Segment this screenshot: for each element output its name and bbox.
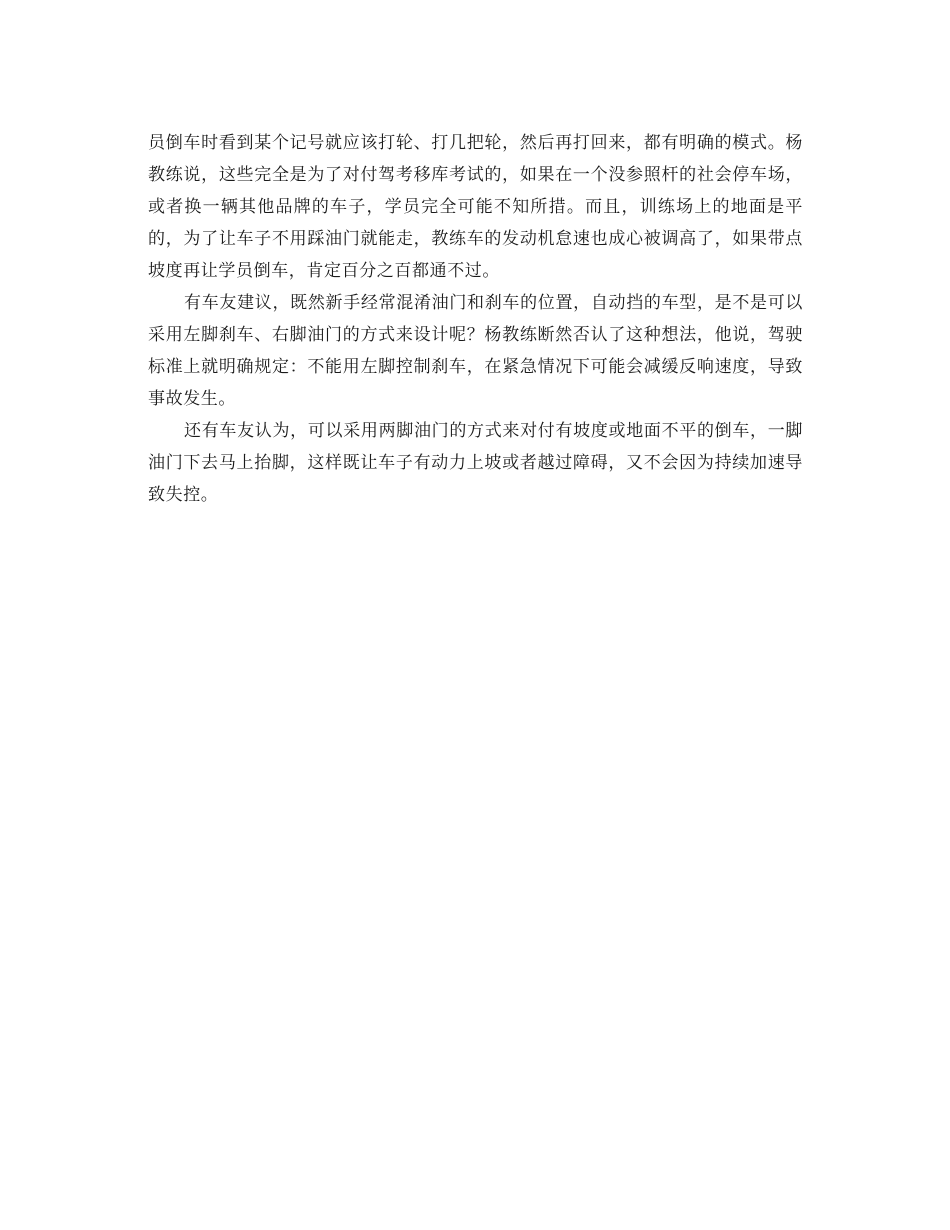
paragraph-2: 有车友建议，既然新手经常混淆油门和刹车的位置，自动挡的车型，是不是可以采用左脚刹车、右脚油门的方式来设计呢？杨教练断然否认了这种想法，他说，驾驶标准上就明确规定：不能用左脚控制刹车，在紧急情况下可能会减缓反响速度，导致事故发生。: [148, 293, 803, 409]
article-body: [148, 127, 803, 511]
paragraph-3: 还有车友认为，可以采用两脚油门的方式来对付有坡度或地面不平的倒车，一脚油门下去马上抬脚，这样既让车子有动力上坡或者越过障碍，又不会因为持续加速导致失控。: [148, 421, 803, 505]
paragraph-1: 员倒车时看到某个记号就应该打轮、打几把轮，然后再打回来，都有明确的模式。杨教练说，这些完全是为了对付驾考移库考试的，如果在一个没参照杆的社会停车场，或者换一辆其他品牌的车子，学员完全可能不知所措。而且，训练场上的地面是平的，为了让车子不用踩油门就能走，教练车的发动机怠速也成心被调高了，如果带点坡度再让学员倒车，肯定百分之百都通不过。: [148, 133, 803, 281]
